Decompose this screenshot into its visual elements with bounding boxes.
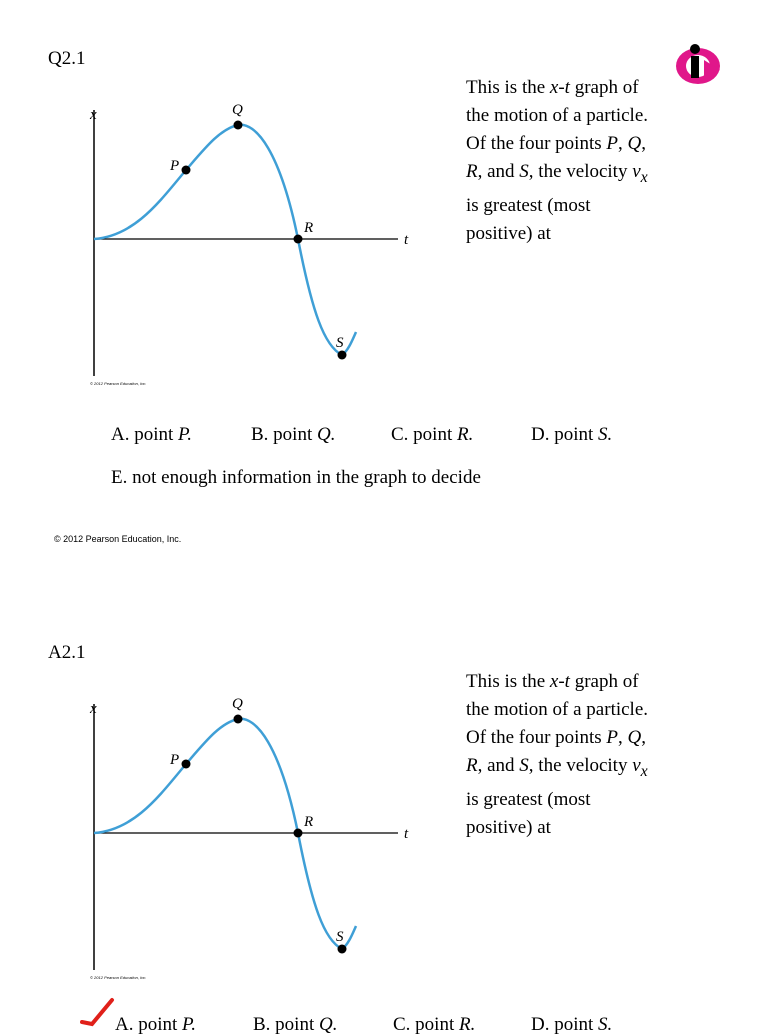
point-r-label: R <box>304 814 314 830</box>
point-r-dot <box>294 235 303 244</box>
point-p-label: P <box>170 158 180 174</box>
choice-e[interactable]: E. not enough information in the graph to decide <box>111 467 481 488</box>
choice-b[interactable]: B. point Q. <box>253 1014 338 1035</box>
point-s-dot <box>338 351 347 360</box>
choice-c[interactable]: C. point R. <box>393 1014 476 1035</box>
point-r-dot <box>294 829 303 838</box>
point-q-dot <box>234 715 243 724</box>
point-q-dot <box>234 121 243 130</box>
xt-graph <box>80 96 420 396</box>
question-text: This is the x-t graph of the motion of a particle. Of the four points P, Q, R, and S, the velocity $v_x$ is greatest (most positive) at <box>466 671 649 838</box>
question-text: This is the x-t graph of the motion of a particle. Of the four points P, Q, R, and S, the velocity $v_x$ is greatest (most positive) at <box>466 77 649 244</box>
choice-d[interactable]: D. point S. <box>531 1014 613 1035</box>
choice-a[interactable]: A. point P. <box>115 1014 196 1035</box>
point-p-dot <box>182 166 191 175</box>
graph-credit: © 2012 Pearson Education, Inc. <box>90 381 147 386</box>
point-s-label: S <box>336 335 344 351</box>
point-s-label: S <box>336 929 344 945</box>
point-q-label: Q <box>232 102 243 118</box>
question-label: Q2.1 <box>48 48 86 69</box>
answer-choices <box>0 1014 768 1035</box>
copyright-footer: © 2012 Pearson Education, Inc. <box>54 534 182 544</box>
choice-d[interactable]: D. point S. <box>531 424 613 445</box>
motion-curve <box>94 125 356 355</box>
y-axis-label: x <box>90 701 97 717</box>
point-p-label: P <box>170 752 180 768</box>
graph-credit: © 2012 Pearson Education, Inc. <box>90 975 147 980</box>
choice-a[interactable]: A. point P. <box>111 424 192 445</box>
answer-label: A2.1 <box>48 642 86 663</box>
y-axis-label: x <box>90 107 97 123</box>
t-axis-label: t <box>404 232 409 248</box>
point-q-label: Q <box>232 696 243 712</box>
answer-choices <box>0 424 768 504</box>
point-r-label: R <box>304 220 314 236</box>
xt-graph <box>80 690 420 990</box>
choice-b[interactable]: B. point Q. <box>251 424 336 445</box>
point-p-dot <box>182 760 191 769</box>
point-s-dot <box>338 945 347 954</box>
motion-curve <box>94 719 356 949</box>
t-axis-label: t <box>404 826 409 842</box>
clicker-i-icon <box>674 42 724 86</box>
choice-c[interactable]: C. point R. <box>391 424 474 445</box>
